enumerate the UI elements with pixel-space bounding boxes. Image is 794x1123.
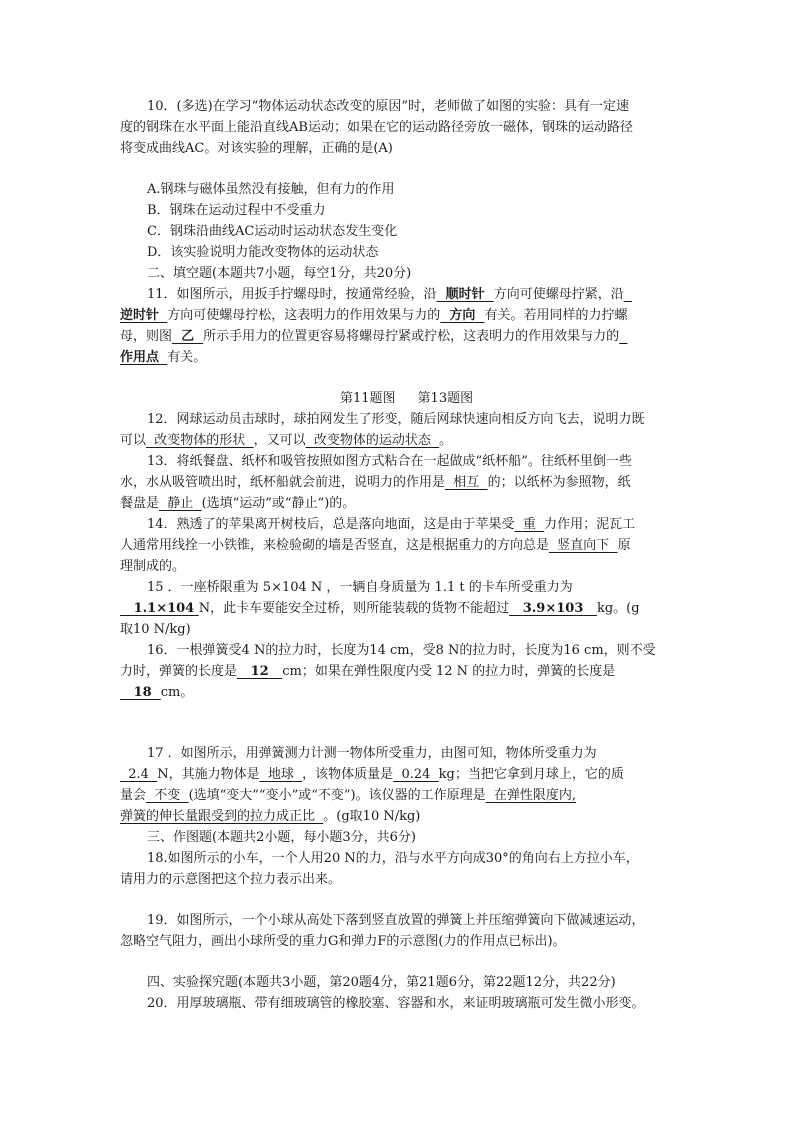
q11-line-4: 作用点 有关。	[120, 350, 207, 365]
q13-answer-1: 相互	[453, 475, 480, 490]
q18-line-1: 18.如图所示的小车，一个人用20 N的力，沿与水平方向成30°的角向右上方拉小车，	[147, 851, 639, 866]
section-3-heading: 三、作图题(本题共2小题，每小题3分，共6分)	[147, 830, 416, 845]
q14-line-3: 理制成的。	[120, 559, 186, 574]
q10-option-c: C．钢珠沿曲线AC运动时运动状态发生变化	[147, 224, 398, 239]
q12-line-2: 可以 改变物体的形状 ，又可以 改变物体的运动状态 。	[120, 433, 453, 448]
figure-captions	[340, 387, 495, 406]
q13-line-3: 餐盘是 静止 (选填“运动”或“静止”)的。	[120, 496, 356, 511]
figure-11-caption: 第11题图	[340, 391, 396, 406]
q15-line-3: 取10 N/kg)	[120, 622, 191, 637]
section-4-heading: 四、实验探究题(本题共3小题，第20题4分，第21题6分，第22题12分，共22分)	[147, 975, 616, 990]
q17-answer-2: 地球	[267, 767, 294, 782]
q17-line-1: 17 ．如图所示，用弹簧测力计测一物体所受重力，由图可知，物体所受重力为	[147, 746, 597, 761]
q18-line-2: 请用力的示意图把这个拉力表示出来。	[120, 872, 342, 887]
q14-line-1: 14．熟透了的苹果离开树枝后，总是落向地面，这是由于苹果受 重 力作用；泥瓦工	[147, 517, 636, 532]
q17-answer-6: 弹簧的伸长量跟受到的拉力成正比	[120, 809, 316, 824]
q17-line-4: 弹簧的伸长量跟受到的拉力成正比 。(g取10 N/kg)	[120, 809, 421, 824]
q16-answer-1: 12	[250, 664, 269, 679]
q14-answer-2: 竖直向下	[557, 538, 610, 553]
q14-line-2: 人通常用线拴一小铁锥，来检验砌的墙是否竖直，这是根据重力的方向总是 竖直向下 原	[120, 538, 631, 553]
q10-line-2: 度的钢珠在水平面上能沿直线AB运动；如果在它的运动路径旁放一磁体，钢珠的运动路径	[120, 120, 633, 135]
q11-answer-5: 作用点	[120, 350, 160, 365]
q13-line-1: 13．将纸餐盘、纸杯和吸管按照如图方式粘合在一起做成“纸杯船”。往纸杯里倒一些	[147, 454, 632, 469]
q11-answer-3: 方向	[449, 308, 476, 323]
q19-line-1: 19．如图所示，一个小球从高处下落到竖直放置的弹簧上并压缩弹簧向下做减速运动，	[147, 913, 645, 928]
q13-line-2: 水，水从吸管喷出时，纸杯船就会前进，说明力的作用是 相互 的；以纸杯为参照物，纸	[120, 475, 631, 490]
q16-line-3: 18 cm。	[120, 683, 193, 703]
q12-line-1: 12．网球运动员击球时，球拍网发生了形变，随后网球快速向相反方向飞去，说明力既	[147, 412, 645, 427]
q11-answer-4: 乙	[181, 329, 195, 344]
section-2-heading: 二、填空题(本题共7小题，每空1分，共20分)	[147, 266, 412, 281]
q14-answer-1: 重	[522, 517, 536, 532]
q10-line-3: 将变成曲线AC。对该实验的理解，正确的是(A)	[120, 141, 393, 156]
q15-answer-1: 1.1×104	[133, 601, 195, 616]
q11-line-3: 母，则图 乙 所示手用力的位置更容易将螺母拧紧或拧松，这表明力的作用效果与力的	[120, 329, 620, 344]
q11-answer-2: 逆时针	[120, 308, 160, 323]
q16-answer-2: 18	[133, 685, 152, 700]
q12-answer-2: 改变物体的运动状态	[313, 433, 431, 448]
figure-13-caption: 第13题图	[417, 391, 474, 406]
q17-answer-4: 不变	[154, 788, 181, 803]
q10-line-1: 10．(多选)在学习“物体运动状态改变的原因”时，老师做了如图的实验：具有一定速	[147, 99, 629, 114]
q15-line-2: 1.1×104 N，此卡车要能安全过桥，则所能装载的货物不能超过 3.9×103 kg。(g	[120, 599, 640, 619]
q12-answer-1: 改变物体的形状	[154, 433, 246, 448]
q11-answer-1: 顺时针	[445, 287, 485, 302]
q20-line-1: 20．用厚玻璃瓶、带有细玻璃管的橡胶塞、容器和水，来证明玻璃瓶可发生微小形变。	[147, 996, 645, 1011]
q17-answer-3: 0.24	[401, 767, 431, 782]
q17-line-3: 量会 不变 (选填“变大”“变小”或“不变”)。该仪器的工作原理是 在弹性限度内,	[120, 788, 576, 803]
q13-answer-2: 静止	[167, 496, 194, 511]
q10-option-b: B．钢珠在运动过程中不受重力	[147, 203, 326, 218]
q17-answer-1: 2.4	[128, 767, 149, 782]
q16-line-1: 16．一根弹簧受4 N的拉力时，长度为14 cm，受8 N的拉力时，长度为16 cm，则不受	[147, 643, 656, 658]
q15-line-1: 15 ．一座桥限重为 5×104 N ，一辆自身质量为 1.1 t 的卡车所受重力为	[147, 580, 573, 595]
q11-line-1: 11．如图所示，用扳手拧螺母时，按通常经验，沿 顺时针 方向可使螺母拧紧，沿	[147, 287, 624, 302]
q10-option-d: D．该实验说明力能改变物体的运动状态	[147, 245, 379, 260]
q17-line-2: 2.4 N，其施力物体是 地球 ，该物体质量是 0.24 kg；当把它拿到月球上，它的质	[120, 765, 624, 785]
q10-option-a: A.钢珠与磁体虽然没有接触，但有力的作用	[147, 182, 395, 197]
q19-line-2: 忽略空气阻力，画出小球所受的重力G和弹力F的示意图(力的作用点已标出)。	[120, 934, 566, 949]
q15-answer-2: 3.9×103	[522, 601, 584, 616]
q11-line-2: 逆时针 方向可使螺母拧松，这表明力的作用效果与力的 方向 有关。若用同样的力拧螺	[120, 308, 628, 323]
q17-answer-5: 在弹性限度内,	[493, 788, 576, 803]
q16-line-2: 力时，弹簧的长度是 12 cm；如果在弹性限度内受 12 N 的拉力时，弹簧的长度是	[120, 664, 616, 679]
